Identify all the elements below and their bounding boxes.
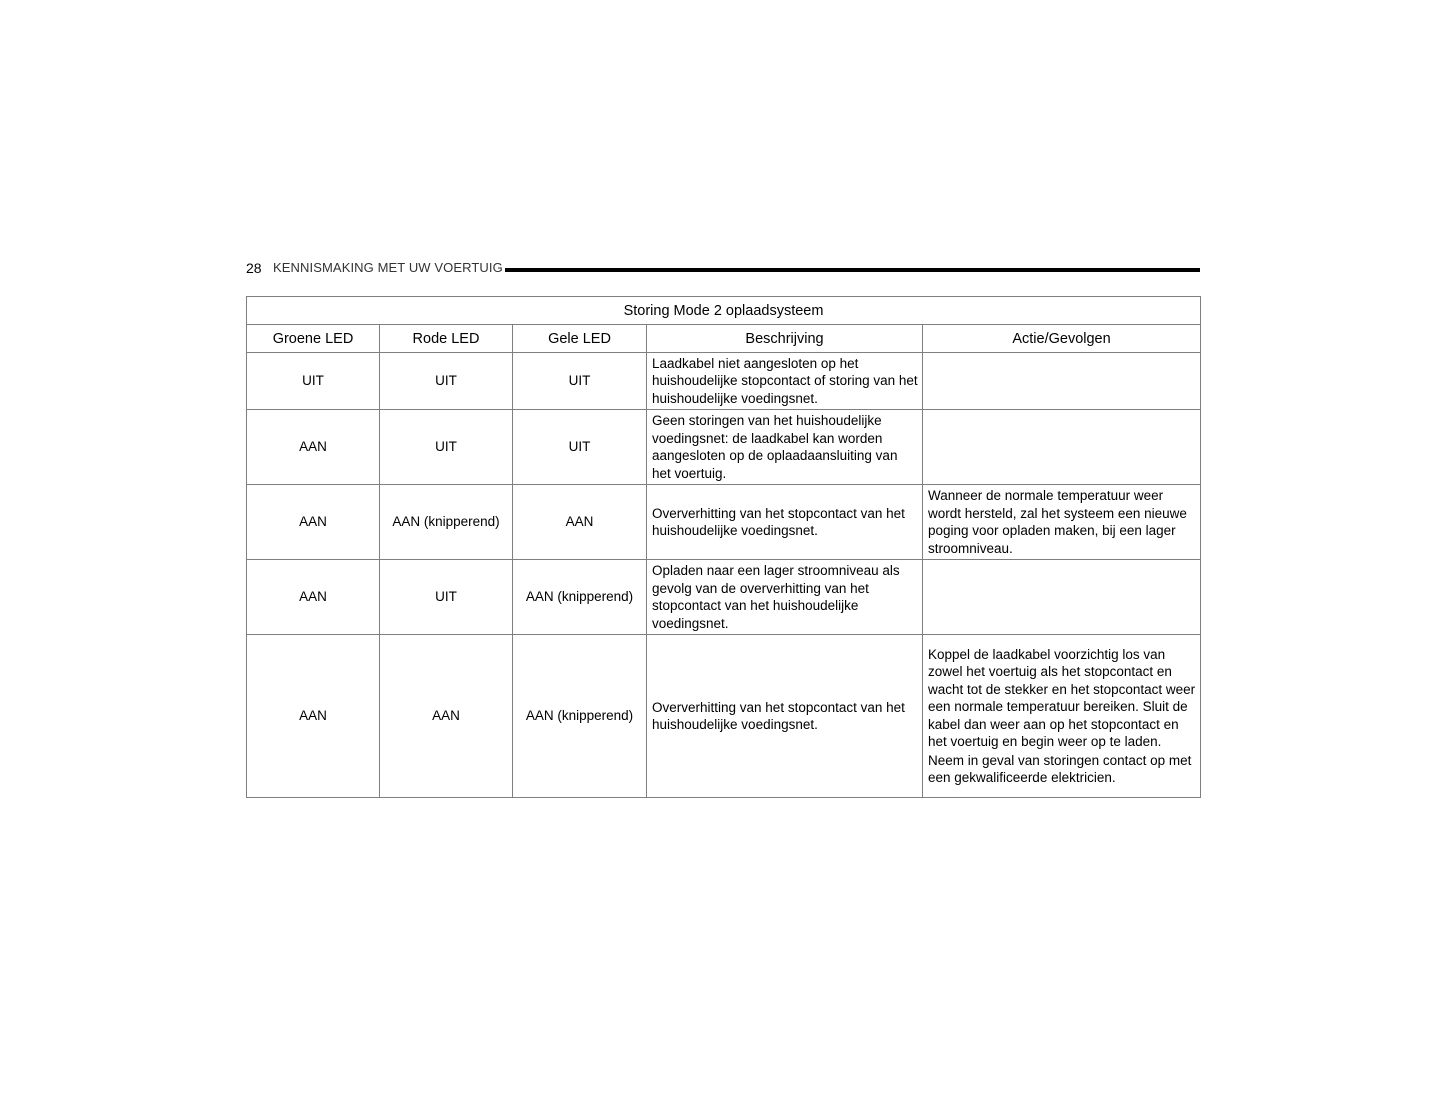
red-led-cell: AAN (knipperend) <box>380 485 513 560</box>
yellow-led-cell: UIT <box>513 410 647 485</box>
green-led-cell: AAN <box>247 560 380 635</box>
table-row <box>247 410 1201 485</box>
action-cell <box>923 410 1201 485</box>
description-cell: Geen storingen van het huishoudelijke voedingsnet: de laadkabel kan worden aangesloten op de oplaadaansluiting van het voertuig. <box>647 410 923 485</box>
description-cell: Opladen naar een lager stroomniveau als gevolg van de oververhitting van het stopcontact van het huishoudelijke voedingsnet. <box>647 560 923 635</box>
red-led-cell: UIT <box>380 353 513 410</box>
yellow-led-cell: AAN <box>513 485 647 560</box>
red-led-cell: UIT <box>380 560 513 635</box>
action-cell <box>923 560 1201 635</box>
action-paragraph: Koppel de laadkabel voorzichtig los van zowel het voertuig als het stopcontact en wacht tot de stekker en het stopcontact weer een normale temperatuur bereiken. Sluit de kabel dan weer aan op het stopcontact en het voertuig en begin weer op te laden. <box>928 646 1196 749</box>
action-cell <box>923 635 1201 798</box>
action-cell <box>923 485 1201 560</box>
green-led-cell: AAN <box>247 410 380 485</box>
fault-table <box>246 296 1201 798</box>
header-rule <box>505 268 1200 272</box>
red-led-cell: AAN <box>380 635 513 798</box>
yellow-led-cell: UIT <box>513 353 647 410</box>
action-cell <box>923 353 1201 410</box>
column-header-green-led: Groene LED <box>247 325 380 353</box>
column-header-action: Actie/Gevolgen <box>923 325 1201 353</box>
table-row <box>247 635 1201 798</box>
yellow-led-cell: AAN (knipperend) <box>513 560 647 635</box>
description-cell: Oververhitting van het stopcontact van het huishoudelijke voedingsnet. <box>647 635 923 798</box>
page-number: 28 <box>246 260 262 276</box>
action-paragraph: Wanneer de normale temperatuur weer wordt hersteld, zal het systeem een nieuwe poging voor opladen maken, bij een lager stroomniveau. <box>928 488 1187 556</box>
page-header <box>246 259 1200 277</box>
table-row <box>247 353 1201 410</box>
table-title-row <box>247 297 1201 325</box>
red-led-cell: UIT <box>380 410 513 485</box>
description-cell: Laadkabel niet aangesloten op het huishoudelijke stopcontact of storing van het huishoudelijke voedingsnet. <box>647 353 923 410</box>
section-title: KENNISMAKING MET UW VOERTUIG <box>273 260 503 275</box>
green-led-cell: AAN <box>247 635 380 798</box>
description-cell: Oververhitting van het stopcontact van het huishoudelijke voedingsnet. <box>647 485 923 560</box>
column-header-yellow-led: Gele LED <box>513 325 647 353</box>
table-row <box>247 485 1201 560</box>
action-paragraph: Neem in geval van storingen contact op met een gekwalificeerde elektricien. <box>928 752 1192 785</box>
column-header-red-led: Rode LED <box>380 325 513 353</box>
column-header-description: Beschrijving <box>647 325 923 353</box>
green-led-cell: AAN <box>247 485 380 560</box>
table-row <box>247 560 1201 635</box>
table-title: Storing Mode 2 oplaadsysteem <box>247 297 1201 325</box>
yellow-led-cell: AAN (knipperend) <box>513 635 647 798</box>
table-header-row <box>247 325 1201 353</box>
green-led-cell: UIT <box>247 353 380 410</box>
